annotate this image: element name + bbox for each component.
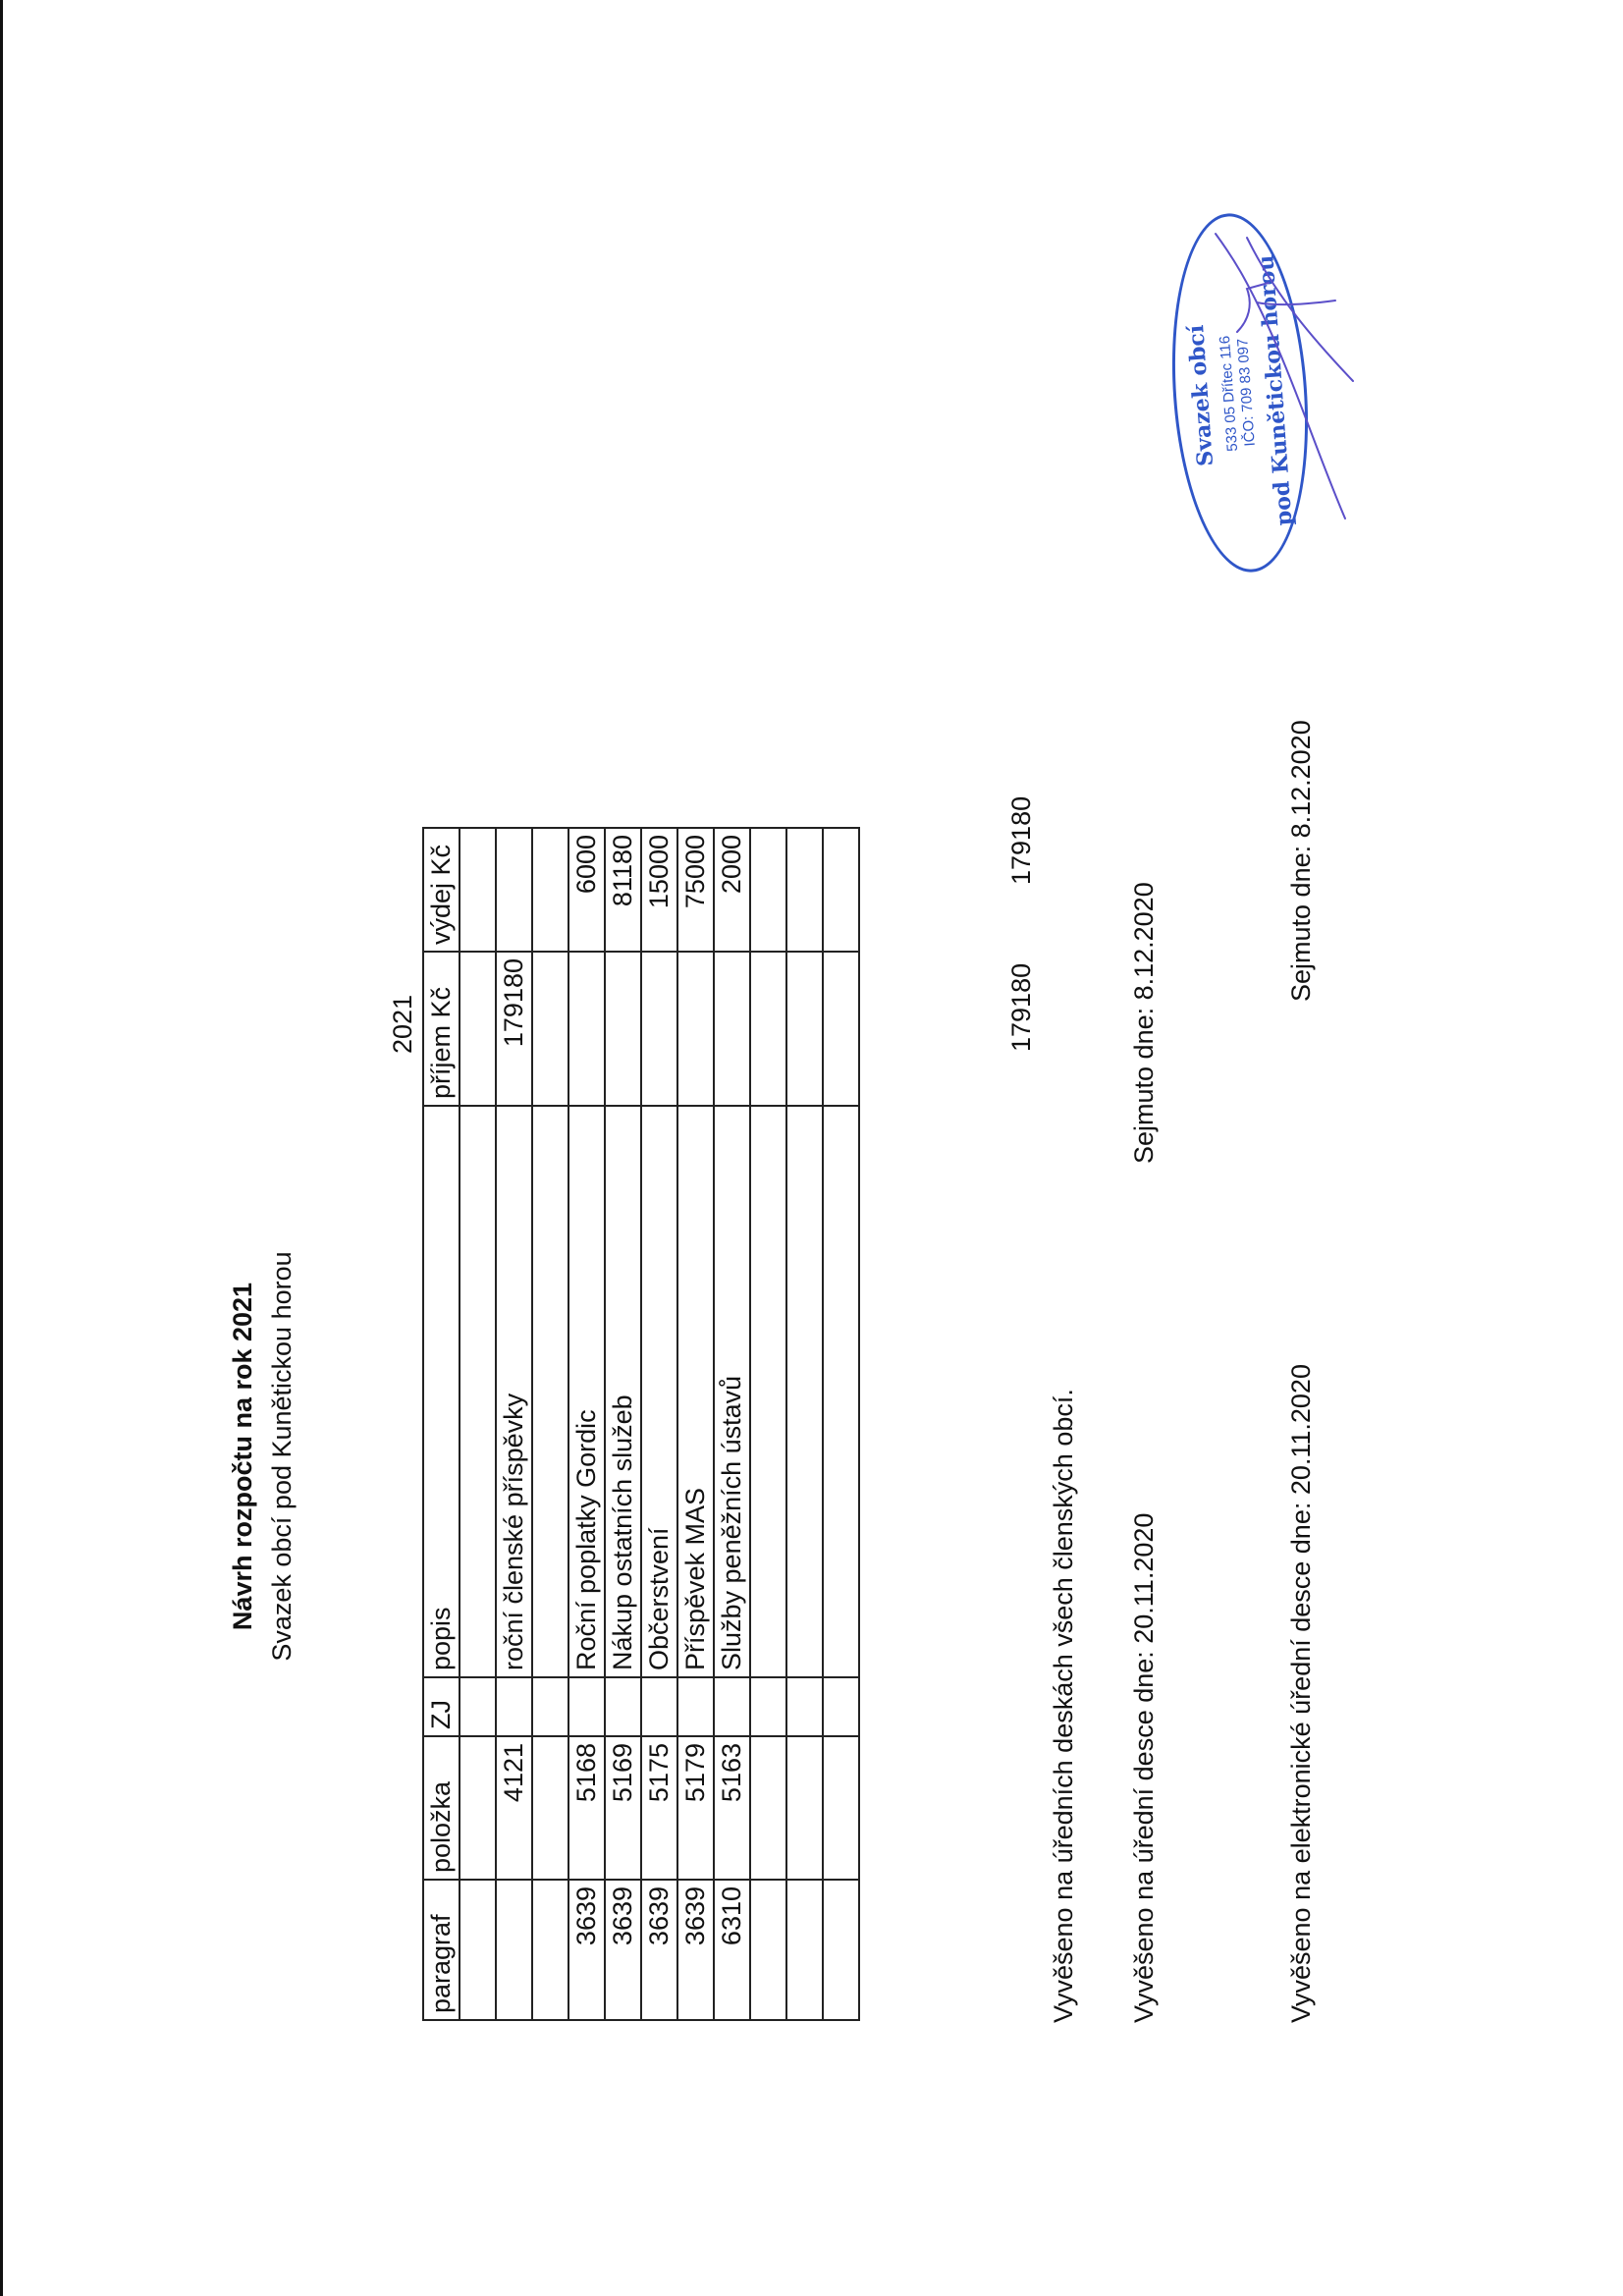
cell-prijem	[677, 952, 714, 1106]
cell-paragraf: 3639	[605, 1880, 641, 2020]
header-polozka: položka	[423, 1736, 460, 1880]
budget-table	[422, 827, 860, 2021]
total-expense: 179180	[1006, 795, 1036, 885]
cell-polozka: 5179	[677, 1736, 714, 1880]
cell-popis: Služby peněžních ústavů	[714, 1106, 750, 1677]
table-row	[677, 828, 714, 2020]
total-income: 179180	[1006, 962, 1036, 1052]
cell-zj	[532, 1677, 568, 1736]
cell-vydej	[823, 828, 859, 952]
cell-prijem	[641, 952, 677, 1106]
cell-paragraf	[532, 1880, 568, 2020]
cell-polozka	[532, 1736, 568, 1880]
table-row	[532, 828, 568, 2020]
cell-vydej	[750, 828, 786, 952]
table-header-row	[423, 828, 460, 2020]
cell-paragraf: 3639	[568, 1880, 605, 2020]
cell-prijem	[532, 952, 568, 1106]
header-paragraf: paragraf	[423, 1880, 460, 2020]
cell-popis: Občerstvení	[641, 1106, 677, 1677]
cell-vydej: 6000	[568, 828, 605, 952]
cell-prijem	[786, 952, 823, 1106]
cell-vydej: 81180	[605, 828, 641, 952]
table-body	[460, 828, 859, 2020]
cell-zj	[641, 1677, 677, 1736]
document-subtitle: Svazek obcí pod Kunětickou horou	[267, 1251, 297, 1662]
cell-vydej	[460, 828, 496, 952]
stamp-top-text: Svazek obcí	[1183, 323, 1219, 467]
cell-prijem	[714, 952, 750, 1106]
cell-polozka	[823, 1736, 859, 1880]
footer-line3: Vyvěšeno na elektronické úřední desce dne: 20.11.2020	[1286, 1364, 1316, 2023]
cell-zj	[460, 1677, 496, 1736]
cell-zj	[677, 1677, 714, 1736]
cell-prijem: 179180	[496, 952, 532, 1106]
header-vydej: výdej Kč	[423, 828, 460, 952]
cell-paragraf	[750, 1880, 786, 2020]
cell-vydej: 75000	[677, 828, 714, 952]
table-row	[641, 828, 677, 2020]
cell-prijem	[605, 952, 641, 1106]
stamp-bottom-text: pod Kunětickou horou	[1253, 253, 1298, 527]
cell-paragraf	[496, 1880, 532, 2020]
cell-polozka: 5163	[714, 1736, 750, 1880]
cell-paragraf: 3639	[677, 1880, 714, 2020]
cell-popis	[532, 1106, 568, 1677]
cell-paragraf	[786, 1880, 823, 2020]
cell-paragraf: 3639	[641, 1880, 677, 2020]
cell-popis: roční členské příspěvky	[496, 1106, 532, 1677]
table-row	[460, 828, 496, 2020]
cell-paragraf: 6310	[714, 1880, 750, 2020]
cell-prijem	[568, 952, 605, 1106]
table-row	[823, 828, 859, 2020]
cell-prijem	[823, 952, 859, 1106]
cell-zj	[605, 1677, 641, 1736]
cell-polozka: 5168	[568, 1736, 605, 1880]
cell-popis	[750, 1106, 786, 1677]
cell-paragraf	[460, 1880, 496, 2020]
cell-zj	[750, 1677, 786, 1736]
cell-vydej	[532, 828, 568, 952]
signature-drawing	[1198, 214, 1365, 528]
cell-polozka	[786, 1736, 823, 1880]
header-prijem: příjem Kč	[423, 952, 460, 1106]
table-row	[750, 828, 786, 2020]
year-header: 2021	[388, 994, 417, 1055]
footer-line2: Vyvěšeno na úřední desce dne: 20.11.2020	[1129, 1512, 1159, 2023]
stamp-address-line: 533 05 Dřítec 116	[1216, 335, 1242, 453]
footer-line1: Vyvěšeno na úředních deskách všech členských obcí.	[1049, 1389, 1078, 2023]
footer-line2-removed: Sejmuto dne: 8.12.2020	[1129, 882, 1159, 1164]
cell-zj	[496, 1677, 532, 1736]
cell-popis	[786, 1106, 823, 1677]
table-row	[786, 828, 823, 2020]
cell-vydej: 2000	[714, 828, 750, 952]
footer-line3-removed: Sejmuto dne: 8.12.2020	[1286, 720, 1316, 1002]
table-row	[605, 828, 641, 2020]
cell-popis	[460, 1106, 496, 1677]
header-zj: ZJ	[423, 1677, 460, 1736]
table-row	[568, 828, 605, 2020]
cell-paragraf	[823, 1880, 859, 2020]
cell-zj	[823, 1677, 859, 1736]
cell-zj	[568, 1677, 605, 1736]
cell-popis: Nákup ostatních služeb	[605, 1106, 641, 1677]
cell-vydej	[786, 828, 823, 952]
cell-polozka: 4121	[496, 1736, 532, 1880]
cell-vydej	[496, 828, 532, 952]
cell-polozka: 5175	[641, 1736, 677, 1880]
document-title: Návrh rozpočtu na rok 2021	[228, 1282, 257, 1631]
cell-popis: Příspěvek MAS	[677, 1106, 714, 1677]
cell-polozka	[460, 1736, 496, 1880]
cell-zj	[786, 1677, 823, 1736]
table-row	[496, 828, 532, 2020]
cell-vydej: 15000	[641, 828, 677, 952]
cell-prijem	[750, 952, 786, 1106]
stamp-ico-line: IČO: 709 83 097	[1234, 338, 1259, 448]
cell-polozka: 5169	[605, 1736, 641, 1880]
cell-popis	[823, 1106, 859, 1677]
cell-zj	[714, 1677, 750, 1736]
cell-popis: Roční poplatky Gordic	[568, 1106, 605, 1677]
table-row	[714, 828, 750, 2020]
header-popis: popis	[423, 1106, 460, 1677]
cell-polozka	[750, 1736, 786, 1880]
cell-prijem	[460, 952, 496, 1106]
